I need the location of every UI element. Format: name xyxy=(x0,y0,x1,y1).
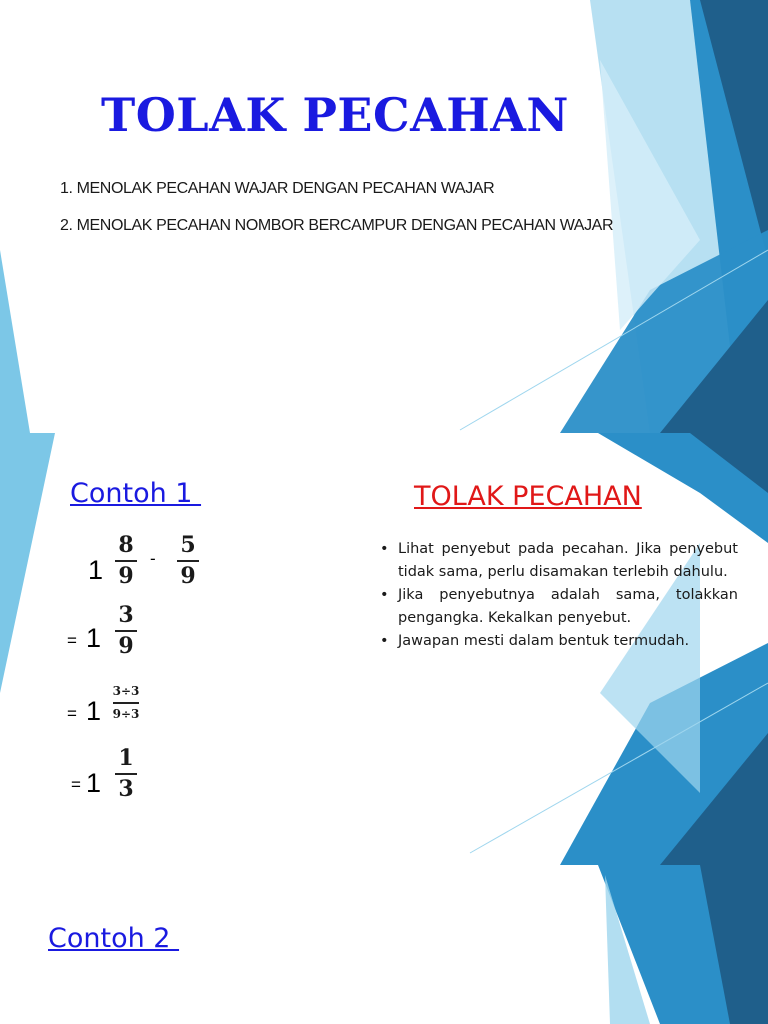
fraction-bar xyxy=(115,560,137,562)
fraction-denominator: 3 xyxy=(118,776,134,802)
fraction-denominator: 9 xyxy=(180,563,196,589)
topic-item-2: 2. MENOLAK PECAHAN NOMBOR BERCAMPUR DENGAN PECAHAN WAJAR xyxy=(60,217,614,234)
fraction-denominator: 9÷3 xyxy=(112,707,140,721)
fraction-numerator: 8 xyxy=(118,532,134,558)
rule-list xyxy=(378,538,738,653)
example-1-title: Contoh 1 xyxy=(70,478,202,509)
fraction-numerator: 1 xyxy=(118,745,134,771)
equals-sign: = xyxy=(67,704,77,723)
equals-sign: = xyxy=(71,775,81,794)
fraction-numerator: 3 xyxy=(118,602,134,628)
fraction-denominator: 9 xyxy=(118,633,134,659)
mixed-number-whole: 1 xyxy=(86,623,102,653)
fraction-bar xyxy=(115,773,137,775)
fraction-1-3 xyxy=(114,746,138,801)
fraction-numerator: 5 xyxy=(180,532,196,558)
fraction-simplify xyxy=(112,683,140,722)
equals-sign: = xyxy=(67,631,77,650)
fraction-numerator: 3÷3 xyxy=(112,684,140,698)
rule-item: • Lihat penyebut pada pecahan. Jika penyebut tidak sama, perlu disamakan terlebih dahulu. xyxy=(378,538,738,584)
mixed-number-whole: 1 xyxy=(86,696,102,726)
page-title: TOLAK PECAHAN xyxy=(101,88,569,142)
topic-item-1: 1. MENOLAK PECAHAN WAJAR DENGAN PECAHAN WAJAR xyxy=(60,180,495,197)
slide-3 xyxy=(0,865,768,1024)
rule-item: • Jawapan mesti dalam bentuk termudah. xyxy=(378,630,738,653)
rule-item: • Jika penyebutnya adalah sama, tolakkan pengangka. Kekalkan penyebut. xyxy=(378,584,738,630)
fraction-bar xyxy=(177,560,199,562)
fraction-bar xyxy=(115,630,137,632)
slide-2 xyxy=(0,433,768,865)
mixed-number-whole: 1 xyxy=(86,768,102,798)
rule-title: TOLAK PECAHAN xyxy=(414,481,642,512)
fraction-3-9 xyxy=(114,603,138,658)
fraction-5-9 xyxy=(176,533,200,588)
slide-1 xyxy=(0,0,768,433)
minus-sign: - xyxy=(150,549,156,568)
mixed-number-whole: 1 xyxy=(88,555,104,585)
fraction-denominator: 9 xyxy=(118,563,134,589)
fraction-bar xyxy=(113,702,139,704)
fraction-8-9 xyxy=(114,533,138,588)
example-2-title: Contoh 2 xyxy=(48,923,180,954)
